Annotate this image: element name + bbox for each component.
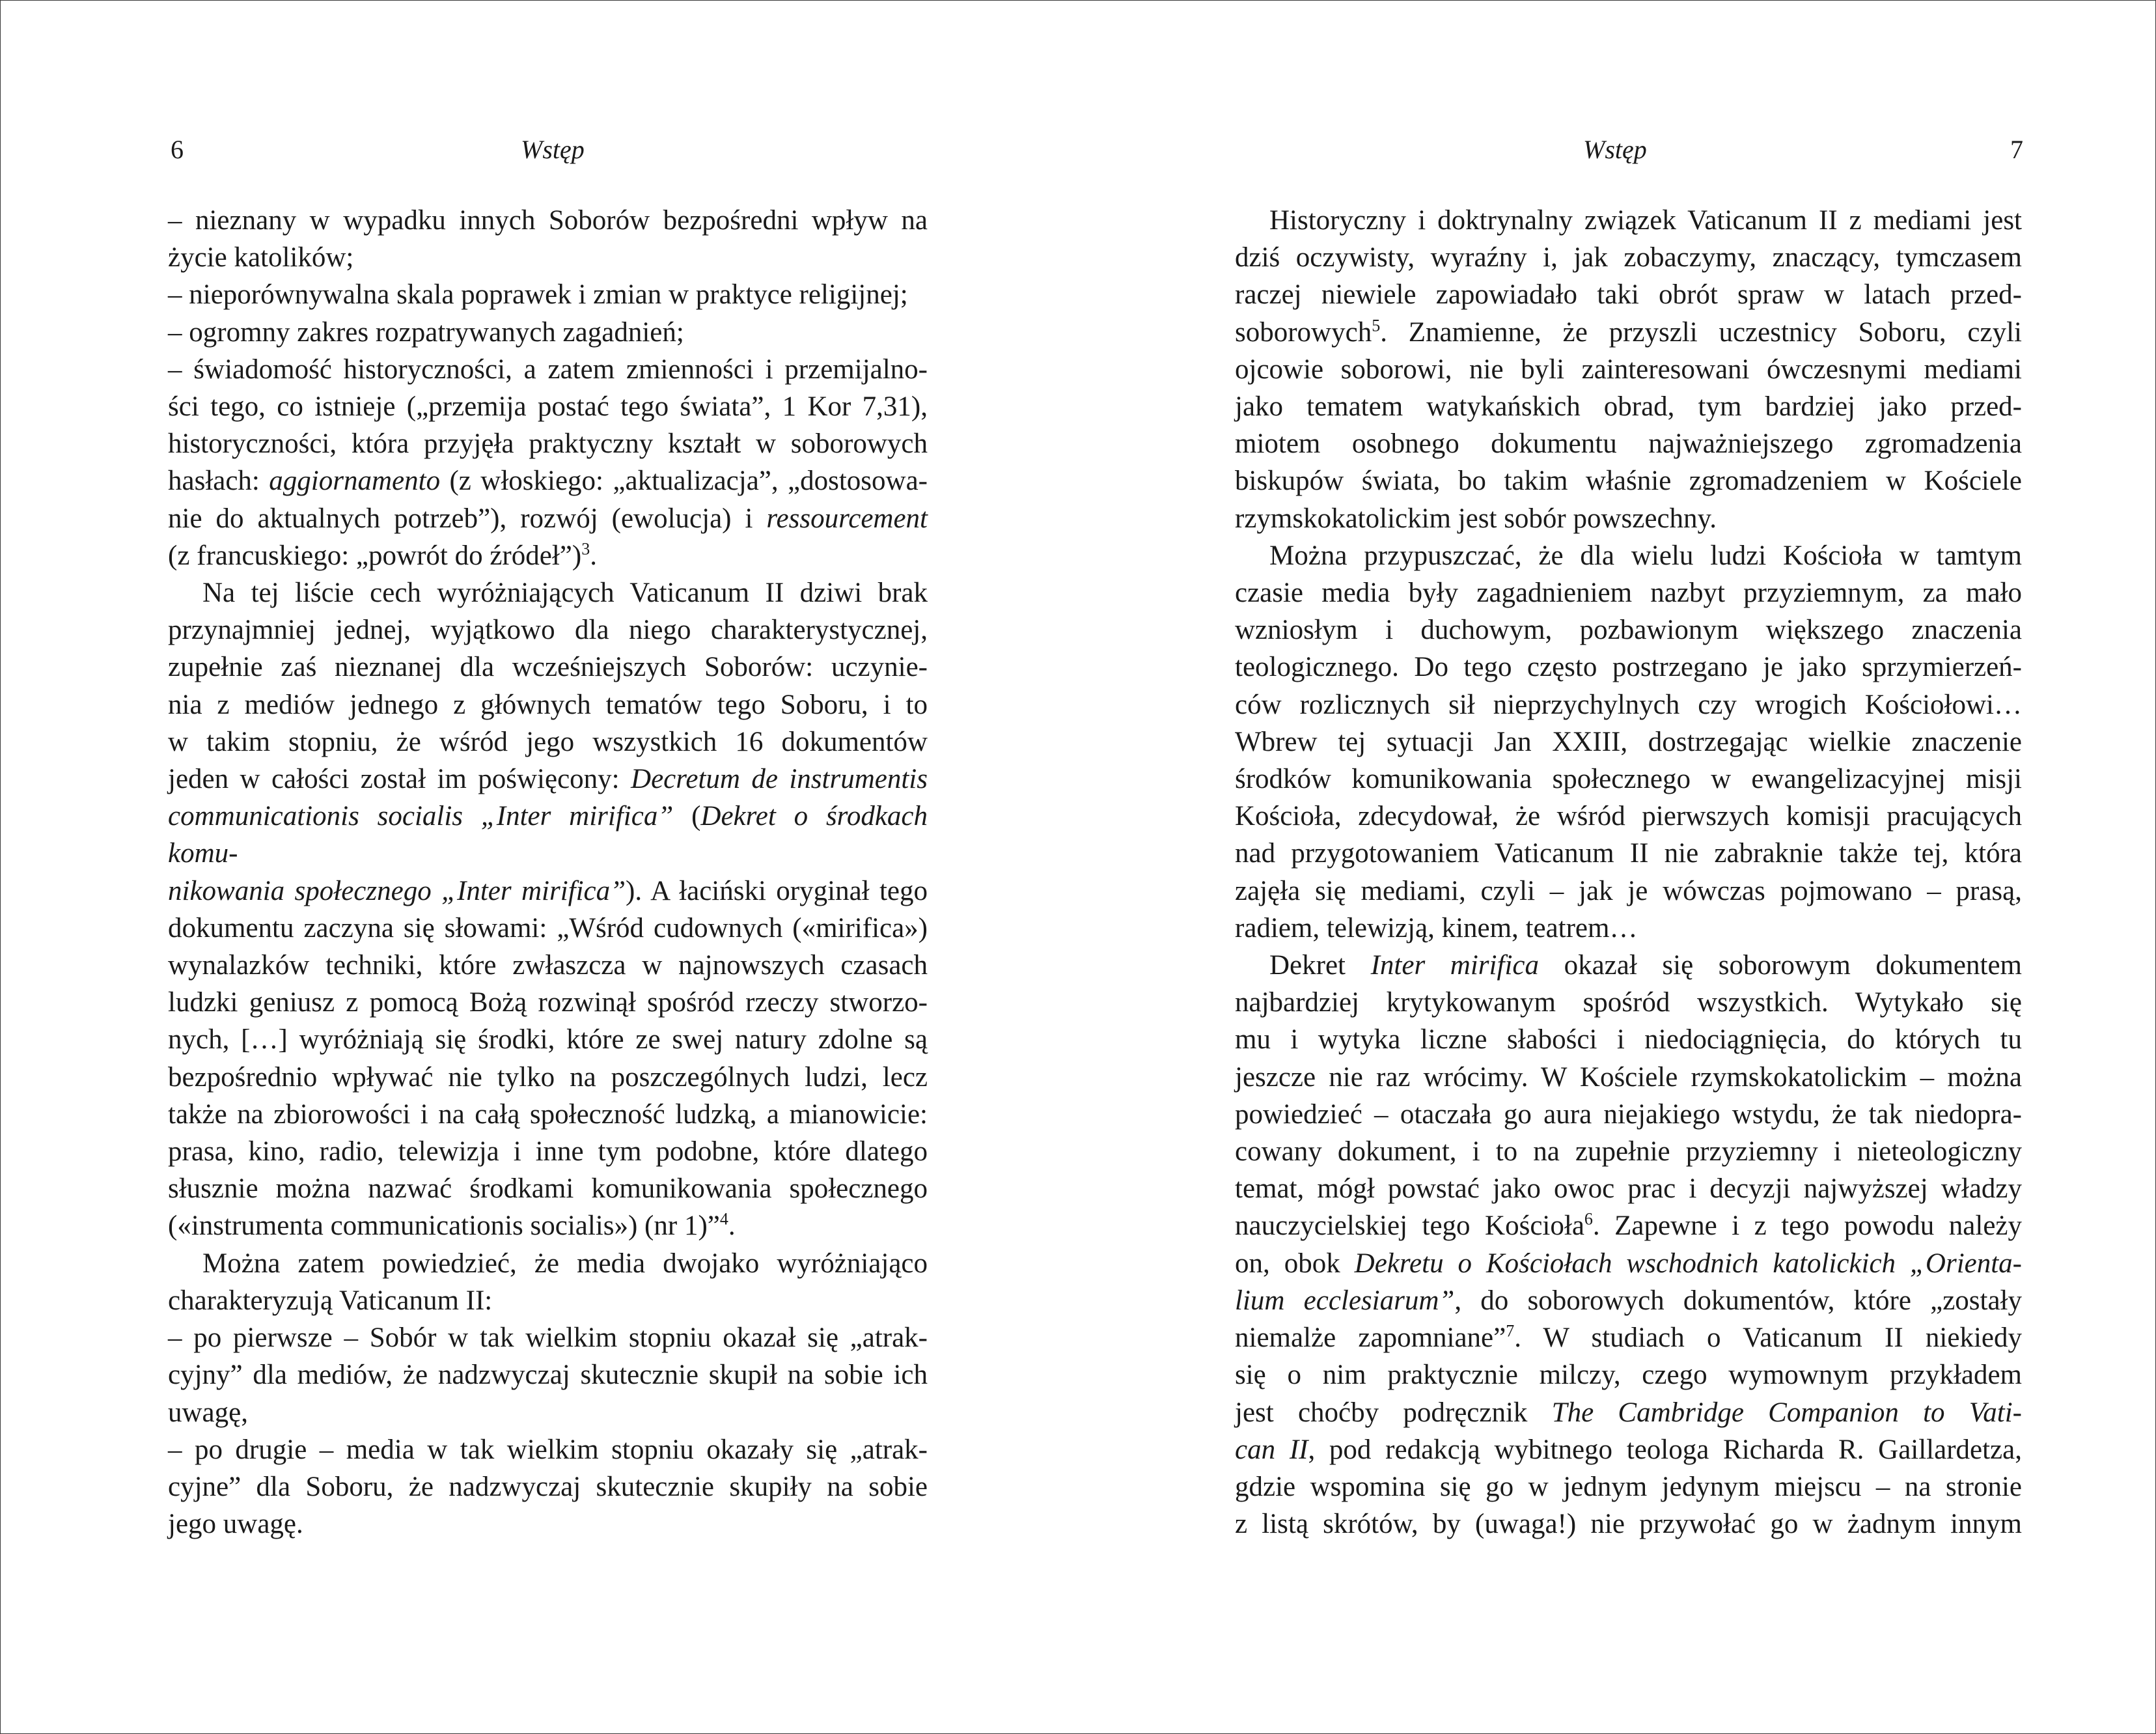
italic-title: Decretum de instrumentis xyxy=(631,764,928,795)
text-run: on, obok xyxy=(1235,1248,1355,1279)
text-line: rzymskokatolickim jest sobór powszechny. xyxy=(1235,503,1717,534)
text-line xyxy=(168,798,928,872)
text-line: Kościoła, zdecydował, że wśród pierwszych komisji pracujących xyxy=(1235,801,2022,832)
text-line: dokumentu zaczyna się słowami: „Wśród cudownych («mirifica») xyxy=(168,912,928,944)
text-line: z listą skrótów, by (uwaga!) nie przywołać go w żadnym innym xyxy=(1235,1509,2022,1540)
page-number: 7 xyxy=(2010,135,2023,164)
text-run: ). A łaciński oryginał tego xyxy=(626,875,928,906)
text-line: Na tej liście cech wyróżniających Vaticanum II dziwi brak xyxy=(202,578,928,609)
text-line: Można zatem powiedzieć, że media dwojako wyróżniająco xyxy=(202,1248,928,1279)
text-line: także na zbiorowości i na całą społeczność ludzką, a mianowicie: xyxy=(168,1098,928,1130)
text-line: bezpośrednio wpływać nie tylko na poszczególnych ludzi, lecz xyxy=(168,1061,928,1093)
body-text xyxy=(168,202,928,1543)
footnote-ref: 4 xyxy=(719,1210,728,1229)
body-text xyxy=(1235,202,2022,1543)
text-line: jeszcze nie raz wrócimy. W Kościele rzymskokatolickim – można xyxy=(1235,1061,2022,1093)
text-line: cyjne” dla Soboru, że nadzwyczaj skutecznie skupiły na sobie xyxy=(168,1471,928,1502)
text-line: cowany dokument, i to na zupełnie przyziemny i nieteologiczny xyxy=(1235,1136,2022,1168)
text-line: temat, mógł powstać jako owoc prac i decyzji najwyższej władzy xyxy=(1235,1173,2022,1205)
text-line: nia z mediów jednego z głównych tematów tego Soboru, i to xyxy=(168,689,928,720)
text-run: hasłach: xyxy=(168,466,270,497)
text-line: miotem osobnego dokumentu najważniejszego zgromadzenia xyxy=(1235,428,2022,460)
paragraph xyxy=(1235,947,2022,1543)
text-run: jest choćby podręcznik xyxy=(1235,1397,1552,1428)
footnote-ref: 7 xyxy=(1506,1321,1515,1341)
text-line: – ogromny zakres rozpatrywanych zagadnień; xyxy=(168,316,684,348)
right-page xyxy=(1078,0,2156,1734)
text-run: , pod redakcją wybitnego teologa Richarda R. Gaillardetza, xyxy=(1308,1434,2022,1465)
text-line xyxy=(1235,1394,2022,1431)
text-line: radiem, telewizją, kinem, teatrem… xyxy=(1235,912,1638,944)
text-line xyxy=(168,500,928,537)
text-line: gdzie wspomina się go w jednym jedynym miejscu – na stronie xyxy=(1235,1471,2022,1502)
text-line: ludzki geniusz z pomocą Bożą rozwinął spośród rzeczy stworzo- xyxy=(168,987,928,1018)
text-line: wzniosłym i duchowym, pozbawionym większego znaczenia xyxy=(1235,615,2022,646)
text-run: nie do aktualnych potrzeb”), rozwój (ewolucja) i xyxy=(168,503,767,534)
text-line: w takim stopniu, że wśród jego wszystkich 16 dokumentów xyxy=(168,726,928,757)
italic-title: communicationis socialis „Inter mirifica” xyxy=(168,801,674,832)
footnote-ref: 3 xyxy=(581,539,590,559)
text-run: (z włoskiego: „aktualizacja”, „dostosowa- xyxy=(440,466,928,497)
text-line: Wbrew tej sytuacji Jan XXIII, dostrzegając wielkie znaczenie xyxy=(1235,726,2022,757)
text-run: , do soborowych dokumentów, które „zostały xyxy=(1454,1285,2022,1316)
italic-title: Dekretu o Kościołach wschodnich katolickich „Orienta- xyxy=(1354,1248,2022,1279)
italic-term: aggiornamento xyxy=(269,466,441,497)
text-run: . xyxy=(728,1210,736,1242)
text-line xyxy=(168,873,928,910)
running-head: Wstęp xyxy=(521,135,585,164)
text-line: raczej niewiele zapowiadało taki obrót spraw w latach przed- xyxy=(1235,279,2022,311)
text-line: czasie media były zagadnieniem nazbyt przyziemnym, za mało xyxy=(1235,578,2022,609)
text-line xyxy=(168,761,928,798)
text-line: życie katolików; xyxy=(168,242,354,273)
text-run: . Zapewne i z tego powodu należy xyxy=(1592,1210,2022,1242)
text-run: jeden w całości został im poświęcony: xyxy=(168,764,631,795)
paragraph xyxy=(1235,202,2022,537)
text-line: uwagę, xyxy=(168,1397,248,1428)
text-line: cyjny” dla mediów, że nadzwyczaj skutecznie skupił na sobie ich xyxy=(168,1360,928,1391)
text-line: prasa, kino, radio, telewizja i inne tym podobne, które dlatego xyxy=(168,1136,928,1168)
text-line xyxy=(1235,1282,2022,1319)
text-line xyxy=(1235,1207,2022,1244)
text-line: ści tego, co istnieje („przemija postać tego świata”, 1 Kor 7,31), xyxy=(168,391,928,423)
paragraph xyxy=(168,1245,928,1543)
footnote-ref: 5 xyxy=(1372,316,1381,335)
italic-title: The Cambridge Companion to Vati- xyxy=(1551,1397,2022,1428)
text-line: Można przypuszczać, że dla wielu ludzi Kościoła w tamtym xyxy=(1269,540,2022,571)
text-line: teologicznego. Do tego często postrzegano je jako sprzymierzeń- xyxy=(1235,652,2022,683)
italic-title: lium ecclesiarum” xyxy=(1235,1285,1455,1316)
text-line: powiedzieć – otaczała go aura niejakiego wstydu, że tak niedopra- xyxy=(1235,1098,2022,1130)
text-line xyxy=(168,537,928,574)
text-line xyxy=(1235,1319,2022,1356)
text-line: zajęła się mediami, czyli – jak je wówczas pojmowano – prasą, xyxy=(1235,875,2022,906)
text-line xyxy=(1235,1431,2022,1468)
page-number: 6 xyxy=(171,135,184,164)
text-run: niemalże zapomniane” xyxy=(1235,1322,1506,1354)
footnote-ref: 6 xyxy=(1584,1210,1593,1229)
text-line: jego uwagę. xyxy=(168,1509,303,1540)
text-line: – nieporównywalna skala poprawek i zmian w praktyce religijnej; xyxy=(168,279,908,311)
text-line: nad przygotowaniem Vaticanum II nie zabraknie także tej, która xyxy=(1235,838,2022,869)
text-line: historyczności, która przyjęła praktyczny kształt w soborowych xyxy=(168,428,928,460)
italic-title: Inter mirifica xyxy=(1370,950,1539,981)
italic-title: Dekret o środkach komu- xyxy=(168,801,928,869)
text-line: – nieznany w wypadku innych Soborów bezpośredni wpływ na xyxy=(168,205,928,236)
text-run: . W studiach o Vaticanum II niekiedy xyxy=(1514,1322,2022,1354)
text-line xyxy=(1235,314,2022,351)
text-line: jako tematem watykańskich obrad, tym bardziej jako przed- xyxy=(1235,391,2022,423)
text-line: ojcowie soborowi, nie byli zainteresowani ówczesnymi mediami xyxy=(1235,354,2022,385)
italic-term: ressourcement xyxy=(766,503,928,534)
text-run: ( xyxy=(673,801,701,832)
text-line: przynajmniej jednej, wyjątkowo dla niego charakterystycznej, xyxy=(168,615,928,646)
text-line: – po drugie – media w tak wielkim stopniu okazały się „atrak- xyxy=(168,1434,928,1465)
text-line: najbardziej krytykowanym spośród wszystkich. Wytykało się xyxy=(1235,987,2022,1018)
text-run: («instrumenta communicationis socialis») (nr 1)” xyxy=(168,1210,720,1242)
text-line: biskupów świata, bo takim właśnie zgromadzeniem w Kościele xyxy=(1235,466,2022,497)
text-run: (z francuskiego: „powrót do źródeł”) xyxy=(168,540,582,571)
text-line: dziś oczywisty, wyraźny i, jak zobaczymy, znaczący, tymczasem xyxy=(1235,242,2022,273)
paragraph xyxy=(1235,537,2022,947)
text-run: nauczycielskiej tego Kościoła xyxy=(1235,1210,1584,1242)
text-line: się o nim praktycznie milczy, czego wymownym przykładem xyxy=(1235,1360,2022,1391)
text-line: nych, […] wyróżniają się środki, które ze swej natury zdolne są xyxy=(168,1024,928,1056)
text-run: . Znamienne, że przyszli uczestnicy Soboru, czyli xyxy=(1380,316,2022,348)
paragraph xyxy=(168,202,928,574)
text-line: zupełnie zaś nieznanej dla wcześniejszych Soborów: uczynie- xyxy=(168,652,928,683)
text-run: okazał się soborowym dokumentem xyxy=(1538,950,2022,981)
running-head: Wstęp xyxy=(1583,135,1647,164)
text-line xyxy=(168,462,928,499)
text-line xyxy=(1235,1245,2022,1282)
italic-title: can II xyxy=(1235,1434,1308,1465)
paragraph xyxy=(168,574,928,1245)
text-line: mu i wytyka liczne słabości i niedociągnięcia, do których tu xyxy=(1235,1024,2022,1056)
text-run: soborowych xyxy=(1235,316,1372,348)
text-line xyxy=(168,1207,928,1244)
text-line: ców rozlicznych sił nieprzychylnych czy wrogich Kościołowi… xyxy=(1235,689,2022,720)
text-run: . xyxy=(590,540,597,571)
text-line: środków komunikowania społecznego w ewangelizacyjnej misji xyxy=(1235,764,2022,795)
text-line: – świadomość historyczności, a zatem zmienności i przemijalno- xyxy=(168,354,928,385)
text-line xyxy=(1235,947,2022,984)
text-line: słusznie można nazwać środkami komunikowania społecznego xyxy=(168,1173,928,1205)
text-line: Historyczny i doktrynalny związek Vaticanum II z mediami jest xyxy=(1269,205,2022,236)
text-line: – po pierwsze – Sobór w tak wielkim stopniu okazał się „atrak- xyxy=(168,1322,928,1354)
italic-title: nikowania społecznego „Inter mirifica” xyxy=(168,875,626,906)
text-run: Dekret xyxy=(1269,950,1371,981)
text-line: charakteryzują Vaticanum II: xyxy=(168,1285,493,1316)
text-line: wynalazków techniki, które zwłaszcza w najnowszych czasach xyxy=(168,950,928,981)
